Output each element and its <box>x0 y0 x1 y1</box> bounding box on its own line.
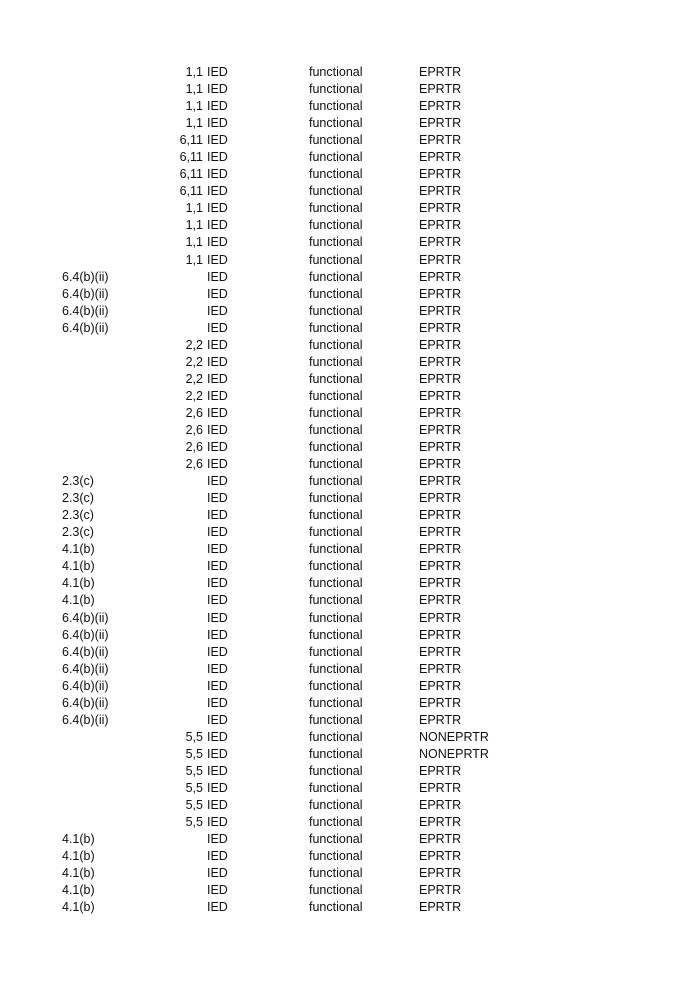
register-cell: EPRTR <box>419 491 462 506</box>
type-cell: functional <box>309 661 363 676</box>
table-row <box>0 558 700 575</box>
directive-cell: IED <box>207 712 228 727</box>
register-cell: EPRTR <box>419 712 462 727</box>
register-cell: EPRTR <box>419 150 462 165</box>
type-cell: functional <box>309 576 363 591</box>
number-cell: 5,5 <box>185 746 203 761</box>
directive-cell: IED <box>207 388 228 403</box>
article-cell: 4.1(b) <box>62 593 95 608</box>
register-cell: EPRTR <box>419 900 462 915</box>
register-cell: EPRTR <box>419 849 462 864</box>
article-cell: 6.4(b)(ii) <box>62 269 109 284</box>
register-cell: EPRTR <box>419 457 462 472</box>
table-row <box>0 814 700 831</box>
table-row <box>0 98 700 115</box>
directive-cell: IED <box>207 218 228 233</box>
number-cell: 2,2 <box>185 371 203 386</box>
table-row <box>0 541 700 558</box>
table-row <box>0 797 700 814</box>
article-cell: 6.4(b)(ii) <box>62 303 109 318</box>
type-cell: functional <box>309 832 363 847</box>
register-cell: EPRTR <box>419 354 462 369</box>
article-cell: 4.1(b) <box>62 866 95 881</box>
type-cell: functional <box>309 269 363 284</box>
register-cell: EPRTR <box>419 525 462 540</box>
table-row <box>0 490 700 507</box>
type-cell: functional <box>309 422 363 437</box>
table-row <box>0 865 700 882</box>
type-cell: functional <box>309 474 363 489</box>
directive-cell: IED <box>207 883 228 898</box>
directive-cell: IED <box>207 405 228 420</box>
article-cell: 6.4(b)(ii) <box>62 678 109 693</box>
type-cell: functional <box>309 252 363 267</box>
type-cell: functional <box>309 405 363 420</box>
register-cell: EPRTR <box>419 576 462 591</box>
directive-cell: IED <box>207 337 228 352</box>
article-cell: 6.4(b)(ii) <box>62 644 109 659</box>
number-cell: 2,2 <box>185 337 203 352</box>
directive-cell: IED <box>207 440 228 455</box>
type-cell: functional <box>309 593 363 608</box>
article-cell: 4.1(b) <box>62 542 95 557</box>
type-cell: functional <box>309 508 363 523</box>
register-cell: EPRTR <box>419 644 462 659</box>
directive-cell: IED <box>207 798 228 813</box>
register-cell: EPRTR <box>419 422 462 437</box>
table-row <box>0 405 700 422</box>
type-cell: functional <box>309 746 363 761</box>
table-row <box>0 780 700 797</box>
directive-cell: IED <box>207 457 228 472</box>
directive-cell: IED <box>207 542 228 557</box>
register-cell: EPRTR <box>419 133 462 148</box>
number-cell: 5,5 <box>185 815 203 830</box>
register-cell: EPRTR <box>419 780 462 795</box>
table-row <box>0 763 700 780</box>
number-cell: 1,1 <box>185 235 203 250</box>
register-cell: EPRTR <box>419 440 462 455</box>
register-cell: EPRTR <box>419 866 462 881</box>
directive-cell: IED <box>207 593 228 608</box>
type-cell: functional <box>309 150 363 165</box>
type-cell: functional <box>309 729 363 744</box>
table-row <box>0 354 700 371</box>
table-row <box>0 575 700 592</box>
register-cell: EPRTR <box>419 661 462 676</box>
table-row <box>0 729 700 746</box>
register-cell: EPRTR <box>419 508 462 523</box>
number-cell: 1,1 <box>185 82 203 97</box>
number-cell: 1,1 <box>185 218 203 233</box>
register-cell: EPRTR <box>419 542 462 557</box>
register-cell: EPRTR <box>419 883 462 898</box>
number-cell: 5,5 <box>185 763 203 778</box>
directive-cell: IED <box>207 320 228 335</box>
type-cell: functional <box>309 337 363 352</box>
directive-cell: IED <box>207 678 228 693</box>
table-row <box>0 507 700 524</box>
number-cell: 2,6 <box>185 457 203 472</box>
type-cell: functional <box>309 525 363 540</box>
register-cell: EPRTR <box>419 832 462 847</box>
table-row <box>0 695 700 712</box>
number-cell: 5,5 <box>185 780 203 795</box>
type-cell: functional <box>309 491 363 506</box>
register-cell: EPRTR <box>419 286 462 301</box>
register-cell: NONEPRTR <box>419 746 489 761</box>
table-row <box>0 217 700 234</box>
number-cell: 6,11 <box>179 133 203 148</box>
register-cell: EPRTR <box>419 99 462 114</box>
type-cell: functional <box>309 900 363 915</box>
spreadsheet-page <box>0 64 700 916</box>
number-cell: 2,2 <box>185 354 203 369</box>
table-row <box>0 712 700 729</box>
type-cell: functional <box>309 201 363 216</box>
register-cell: EPRTR <box>419 184 462 199</box>
table-row <box>0 252 700 269</box>
directive-cell: IED <box>207 167 228 182</box>
directive-cell: IED <box>207 65 228 79</box>
table-row <box>0 422 700 439</box>
directive-cell: IED <box>207 763 228 778</box>
directive-cell: IED <box>207 252 228 267</box>
register-cell: EPRTR <box>419 798 462 813</box>
article-cell: 2.3(c) <box>62 474 94 489</box>
type-cell: functional <box>309 559 363 574</box>
type-cell: functional <box>309 303 363 318</box>
table-row <box>0 183 700 200</box>
type-cell: functional <box>309 286 363 301</box>
register-cell: EPRTR <box>419 116 462 131</box>
article-cell: 6.4(b)(ii) <box>62 286 109 301</box>
type-cell: functional <box>309 883 363 898</box>
type-cell: functional <box>309 218 363 233</box>
type-cell: functional <box>309 235 363 250</box>
table-row <box>0 388 700 405</box>
table-row <box>0 524 700 541</box>
type-cell: functional <box>309 610 363 625</box>
type-cell: functional <box>309 184 363 199</box>
article-cell: 4.1(b) <box>62 832 95 847</box>
number-cell: 1,1 <box>185 116 203 131</box>
article-cell: 6.4(b)(ii) <box>62 712 109 727</box>
directive-cell: IED <box>207 525 228 540</box>
directive-cell: IED <box>207 866 228 881</box>
type-cell: functional <box>309 82 363 97</box>
directive-cell: IED <box>207 508 228 523</box>
article-cell: 4.1(b) <box>62 849 95 864</box>
type-cell: functional <box>309 849 363 864</box>
table-row <box>0 234 700 251</box>
table-row <box>0 882 700 899</box>
type-cell: functional <box>309 763 363 778</box>
directive-cell: IED <box>207 900 228 915</box>
register-cell: EPRTR <box>419 763 462 778</box>
table-row <box>0 456 700 473</box>
directive-cell: IED <box>207 610 228 625</box>
article-cell: 4.1(b) <box>62 576 95 591</box>
number-cell: 5,5 <box>185 729 203 744</box>
type-cell: functional <box>309 712 363 727</box>
article-cell: 2.3(c) <box>62 525 94 540</box>
table-row <box>0 610 700 627</box>
register-cell: EPRTR <box>419 405 462 420</box>
type-cell: functional <box>309 354 363 369</box>
article-cell: 6.4(b)(ii) <box>62 627 109 642</box>
table-row <box>0 473 700 490</box>
directive-cell: IED <box>207 644 228 659</box>
table-row <box>0 337 700 354</box>
number-cell: 1,1 <box>185 99 203 114</box>
table-row <box>0 371 700 388</box>
register-cell: EPRTR <box>419 269 462 284</box>
directive-cell: IED <box>207 116 228 131</box>
article-cell: 6.4(b)(ii) <box>62 610 109 625</box>
table-row <box>0 644 700 661</box>
type-cell: functional <box>309 644 363 659</box>
register-cell: EPRTR <box>419 65 462 79</box>
register-cell: EPRTR <box>419 218 462 233</box>
directive-cell: IED <box>207 661 228 676</box>
register-cell: EPRTR <box>419 167 462 182</box>
register-cell: EPRTR <box>419 337 462 352</box>
type-cell: functional <box>309 695 363 710</box>
directive-cell: IED <box>207 201 228 216</box>
number-cell: 1,1 <box>185 65 203 79</box>
table-row <box>0 831 700 848</box>
number-cell: 1,1 <box>185 201 203 216</box>
table-row <box>0 303 700 320</box>
register-cell: EPRTR <box>419 678 462 693</box>
directive-cell: IED <box>207 849 228 864</box>
table-row <box>0 115 700 132</box>
type-cell: functional <box>309 866 363 881</box>
table-row <box>0 678 700 695</box>
type-cell: functional <box>309 440 363 455</box>
table-row <box>0 269 700 286</box>
register-cell: EPRTR <box>419 303 462 318</box>
register-cell: EPRTR <box>419 371 462 386</box>
register-cell: EPRTR <box>419 815 462 830</box>
table-row <box>0 627 700 644</box>
directive-cell: IED <box>207 235 228 250</box>
type-cell: functional <box>309 99 363 114</box>
register-cell: EPRTR <box>419 610 462 625</box>
type-cell: functional <box>309 371 363 386</box>
number-cell: 5,5 <box>185 798 203 813</box>
directive-cell: IED <box>207 303 228 318</box>
directive-cell: IED <box>207 576 228 591</box>
table-row <box>0 439 700 456</box>
directive-cell: IED <box>207 627 228 642</box>
article-cell: 6.4(b)(ii) <box>62 695 109 710</box>
directive-cell: IED <box>207 695 228 710</box>
table-row <box>0 166 700 183</box>
type-cell: functional <box>309 542 363 557</box>
register-cell: EPRTR <box>419 235 462 250</box>
directive-cell: IED <box>207 422 228 437</box>
table-row <box>0 200 700 217</box>
directive-cell: IED <box>207 832 228 847</box>
number-cell: 2,6 <box>185 405 203 420</box>
table-row <box>0 81 700 98</box>
article-cell: 6.4(b)(ii) <box>62 661 109 676</box>
register-cell: EPRTR <box>419 201 462 216</box>
directive-cell: IED <box>207 746 228 761</box>
table-row <box>0 592 700 609</box>
article-cell: 2.3(c) <box>62 508 94 523</box>
directive-cell: IED <box>207 150 228 165</box>
table-row <box>0 899 700 916</box>
directive-cell: IED <box>207 491 228 506</box>
type-cell: functional <box>309 815 363 830</box>
register-cell: EPRTR <box>419 320 462 335</box>
directive-cell: IED <box>207 184 228 199</box>
table-row <box>0 320 700 337</box>
register-cell: NONEPRTR <box>419 729 489 744</box>
directive-cell: IED <box>207 371 228 386</box>
number-cell: 2,6 <box>185 440 203 455</box>
type-cell: functional <box>309 798 363 813</box>
directive-cell: IED <box>207 559 228 574</box>
number-cell: 6,11 <box>179 167 203 182</box>
type-cell: functional <box>309 388 363 403</box>
article-cell: 4.1(b) <box>62 559 95 574</box>
article-cell: 6.4(b)(ii) <box>62 320 109 335</box>
directive-cell: IED <box>207 780 228 795</box>
type-cell: functional <box>309 320 363 335</box>
type-cell: functional <box>309 678 363 693</box>
number-cell: 6,11 <box>179 150 203 165</box>
register-cell: EPRTR <box>419 474 462 489</box>
register-cell: EPRTR <box>419 82 462 97</box>
register-cell: EPRTR <box>419 695 462 710</box>
directive-cell: IED <box>207 82 228 97</box>
directive-cell: IED <box>207 729 228 744</box>
article-cell: 2.3(c) <box>62 491 94 506</box>
table-row <box>0 149 700 166</box>
number-cell: 2,6 <box>185 422 203 437</box>
register-cell: EPRTR <box>419 559 462 574</box>
number-cell: 2,2 <box>185 388 203 403</box>
register-cell: EPRTR <box>419 627 462 642</box>
directive-cell: IED <box>207 815 228 830</box>
directive-cell: IED <box>207 99 228 114</box>
type-cell: functional <box>309 627 363 642</box>
register-cell: EPRTR <box>419 388 462 403</box>
register-cell: EPRTR <box>419 252 462 267</box>
table-row <box>0 746 700 763</box>
type-cell: functional <box>309 167 363 182</box>
table-row <box>0 661 700 678</box>
register-cell: EPRTR <box>419 593 462 608</box>
directive-cell: IED <box>207 474 228 489</box>
article-cell: 4.1(b) <box>62 900 95 915</box>
table-row <box>0 64 700 81</box>
number-cell: 1,1 <box>185 252 203 267</box>
type-cell: functional <box>309 116 363 131</box>
table-row <box>0 286 700 303</box>
type-cell: functional <box>309 780 363 795</box>
number-cell: 6,11 <box>179 184 203 199</box>
directive-cell: IED <box>207 286 228 301</box>
article-cell: 4.1(b) <box>62 883 95 898</box>
table-row <box>0 848 700 865</box>
type-cell: functional <box>309 65 363 79</box>
table-row <box>0 132 700 149</box>
directive-cell: IED <box>207 133 228 148</box>
type-cell: functional <box>309 457 363 472</box>
type-cell: functional <box>309 133 363 148</box>
directive-cell: IED <box>207 354 228 369</box>
directive-cell: IED <box>207 269 228 284</box>
